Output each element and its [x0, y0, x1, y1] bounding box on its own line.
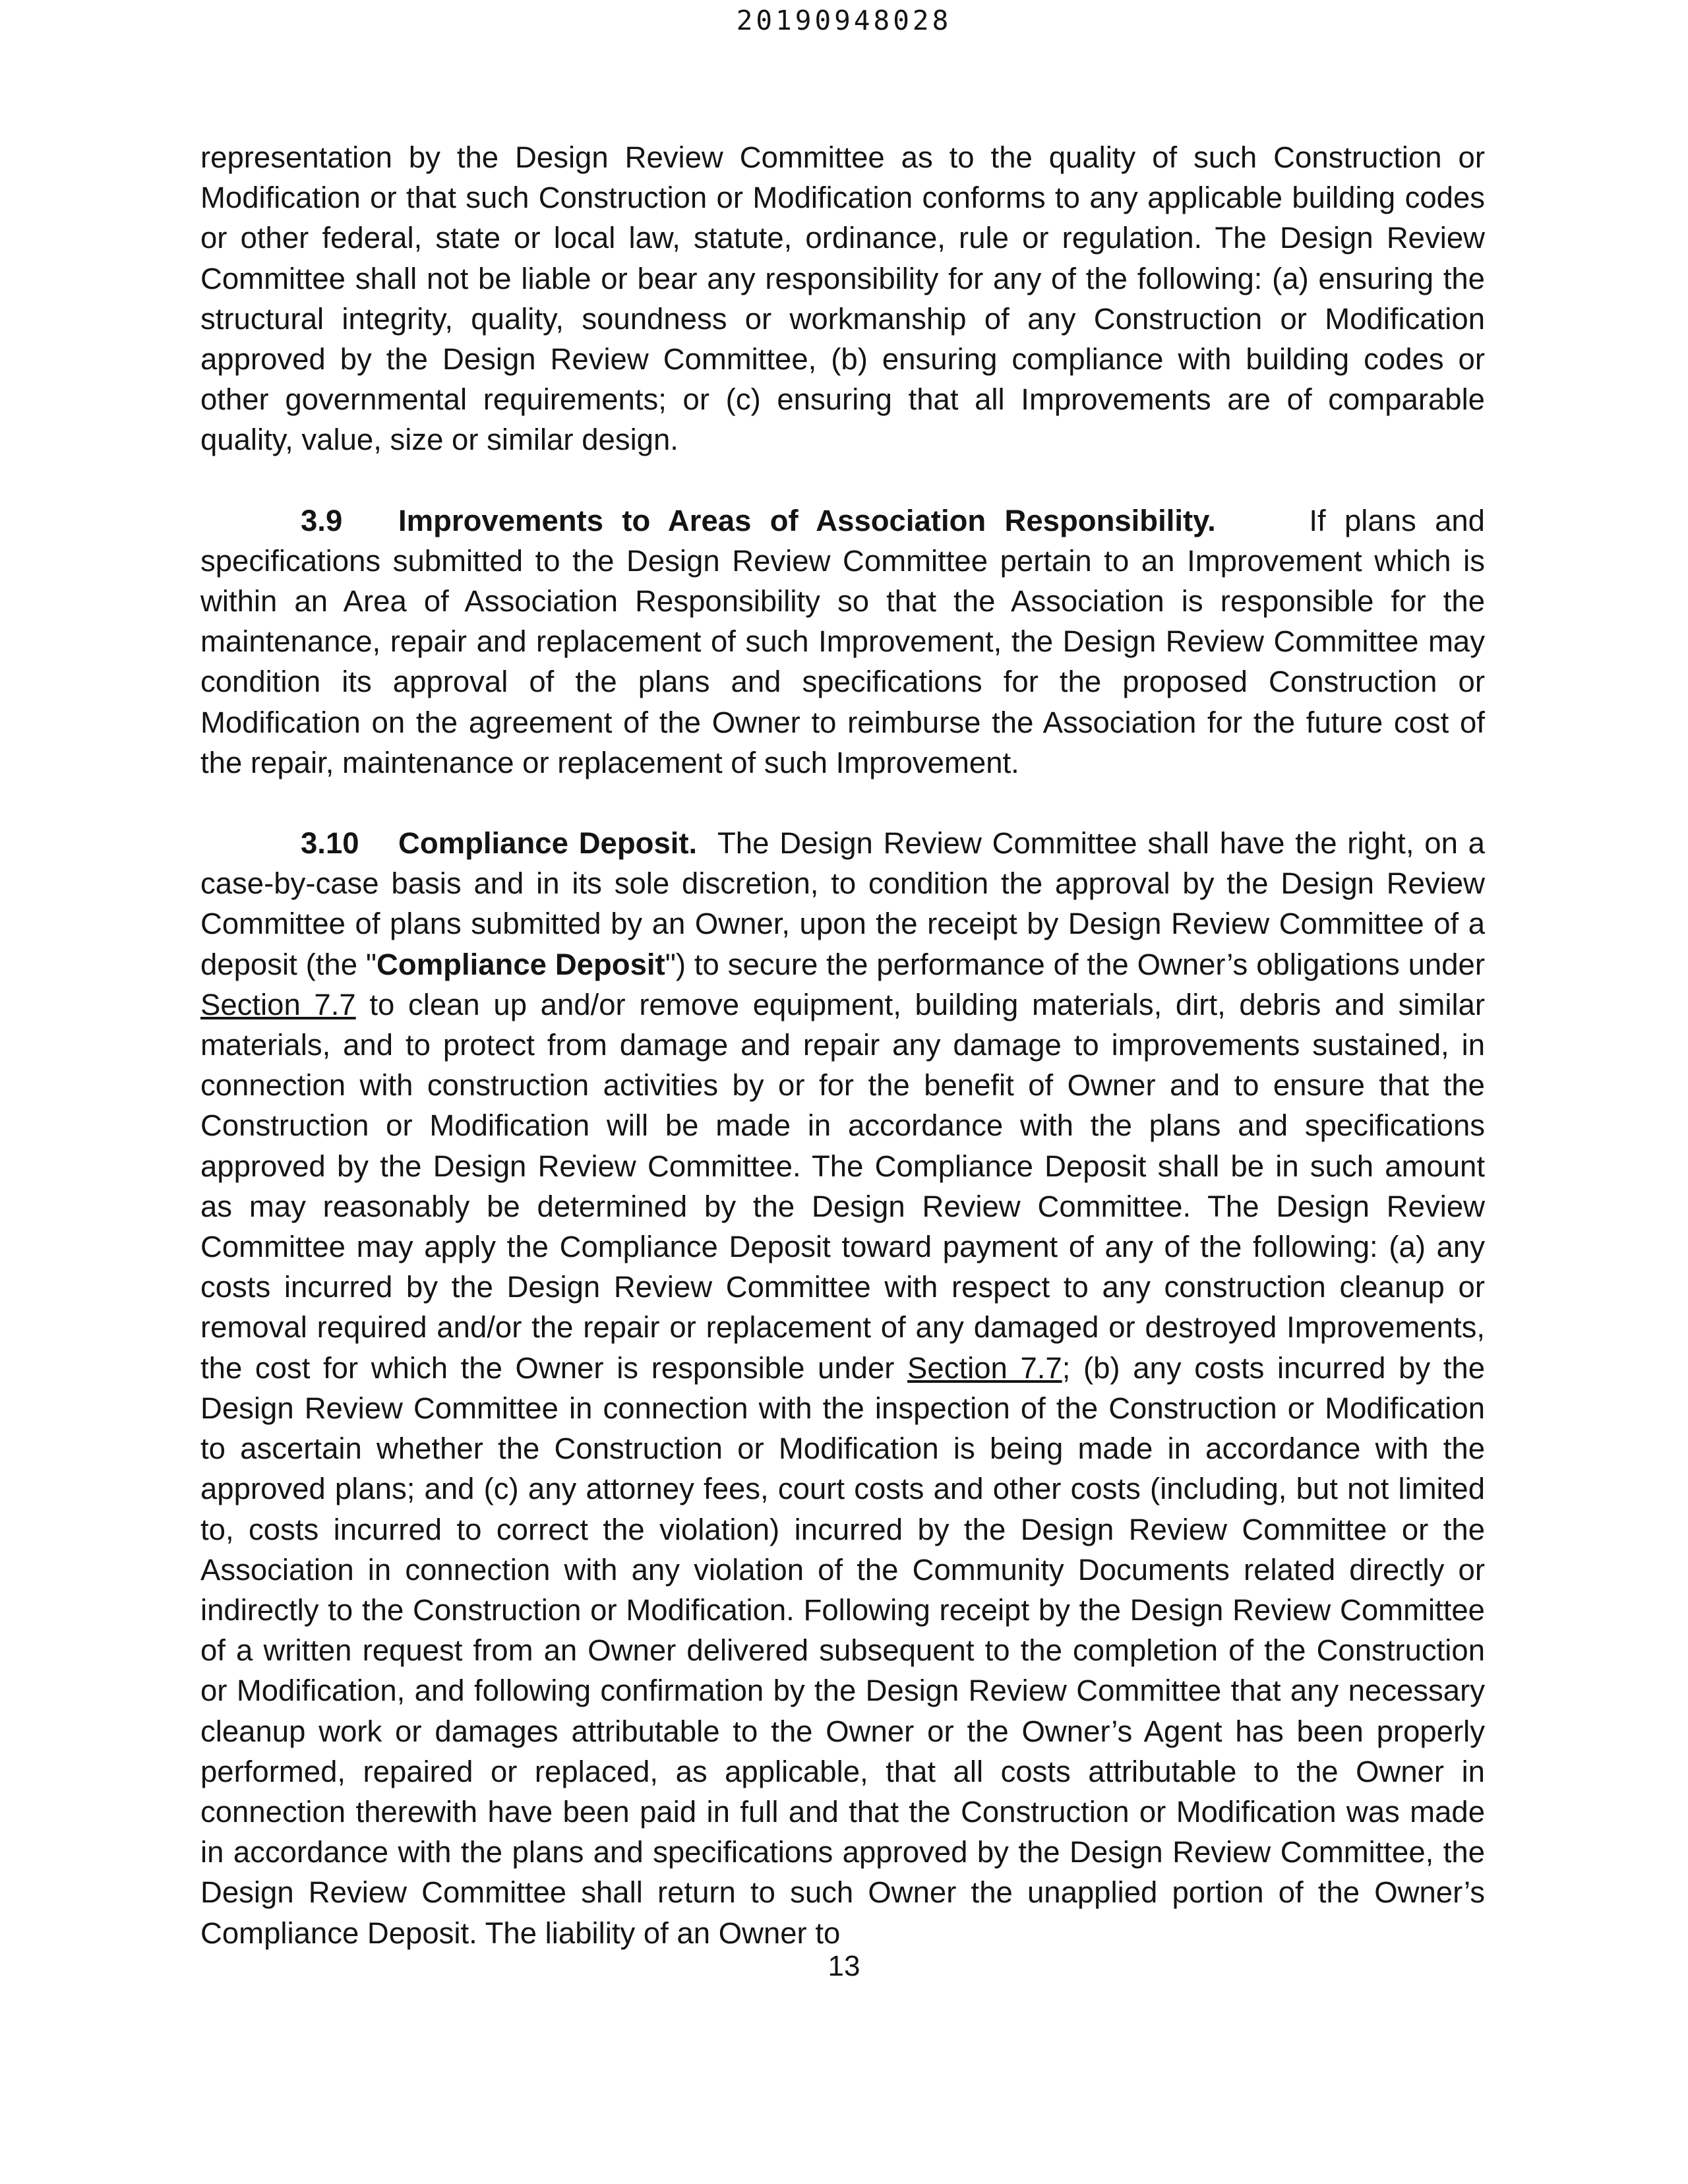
document-number: 20190948028	[736, 5, 952, 36]
continued-paragraph: representation by the Design Review Committee as to the quality of such Construction or Modification or that such Construction or Modification conforms to any applicable building codes or other federal, state or local law, statute, ordinance, rule or regulation. The Design Review Committee shall not be liable or bear any responsibility for any of the following: (a) ensuring the structural integrity, quality, soundness or workmanship of any Construction or Modification approved by the Design Review Committee, (b) ensuring compliance with building codes or other governmental requirements; or (c) ensuring that all Improvements are of comparable quality, value, size or similar design.	[200, 140, 1485, 457]
section-cross-reference: Section 7.7	[200, 987, 356, 1021]
document-body	[200, 137, 1485, 1993]
section-number: 3.10	[301, 826, 359, 861]
section-text: If plans and specifications submitted to the Design Review Committee pertain to an Improvement which is within an Area of Association Responsibility so that the Association is responsible for the maintenance, repair and replacement of such Improvement, the Design Review Committee may condition its approval of the plans and specifications for the proposed Construction or Modification on the agreement of the Owner to reimburse the Association for the future cost of the repair, maintenance or replacement of such Improvement.	[200, 503, 1485, 779]
section-text: ") to secure the performance of the Owner’s obligations under	[665, 947, 1485, 981]
page-number: 13	[828, 1950, 860, 1982]
section-3-10	[200, 823, 1485, 1953]
section-text: ; (b) any costs incurred by the Design Review Committee in connection with the inspection of the Construction or Modification to ascertain whether the Construction or Modification is being made in accordance with the approved plans; and (c) any attorney fees, court costs and other costs (including, but not limited to, costs incurred to correct the violation) incurred by the Design Review Committee or the Association in connection with any violation of the Community Documents related directly or indirectly to the Construction or Modification. Following receipt by the Design Review Committee of a written request from an Owner delivered subsequent to the completion of the Construction or Modification, and following confirmation by the Design Review Committee that any necessary cleanup work or damages attributable to the Owner or the Owner’s Agent has been properly performed, repaired or replaced, as applicable, that all costs attributable to the Owner in connection therewith have been paid in full and that the Construction or Modification was made in accordance with the plans and specifications approved by the Design Review Committee, the Design Review Committee shall return to such Owner the unapplied portion of the Owner’s Compliance Deposit. The liability of an Owner to	[200, 1350, 1486, 1950]
section-3-9	[200, 501, 1485, 783]
section-number: 3.9	[301, 503, 343, 537]
section-heading: Improvements to Areas of Association Responsibility.	[398, 503, 1216, 537]
section-text: to clean up and/or remove equipment, building materials, dirt, debris and similar materials, and to protect from damage and repair any damage to improvements sustained, in connection with construction activities by or for the benefit of Owner and to ensure that the Construction or Modification will be made in accordance with the plans and specifications approved by the Design Review Committee. The Compliance Deposit shall be in such amount as may reasonably be determined by the Design Review Committee. The Design Review Committee may apply the Compliance Deposit toward payment of any of the following: (a) any costs incurred by the Design Review Committee with respect to any construction cleanup or removal required and/or the repair or replacement of any damaged or destroyed Improvements, the cost for which the Owner is responsible under	[200, 987, 1486, 1385]
defined-term: Compliance Deposit	[377, 947, 665, 981]
section-text: The Design Review Committee shall have the right, on a case-by-case basis and in its sole discretion, to condition the approval by the Design Review Committee of plans submitted by an Owner, upon the receipt by Design Review Committee of a deposit (the "	[200, 826, 1485, 981]
section-cross-reference: Section 7.7	[907, 1350, 1062, 1385]
section-heading: Compliance Deposit.	[398, 826, 698, 861]
